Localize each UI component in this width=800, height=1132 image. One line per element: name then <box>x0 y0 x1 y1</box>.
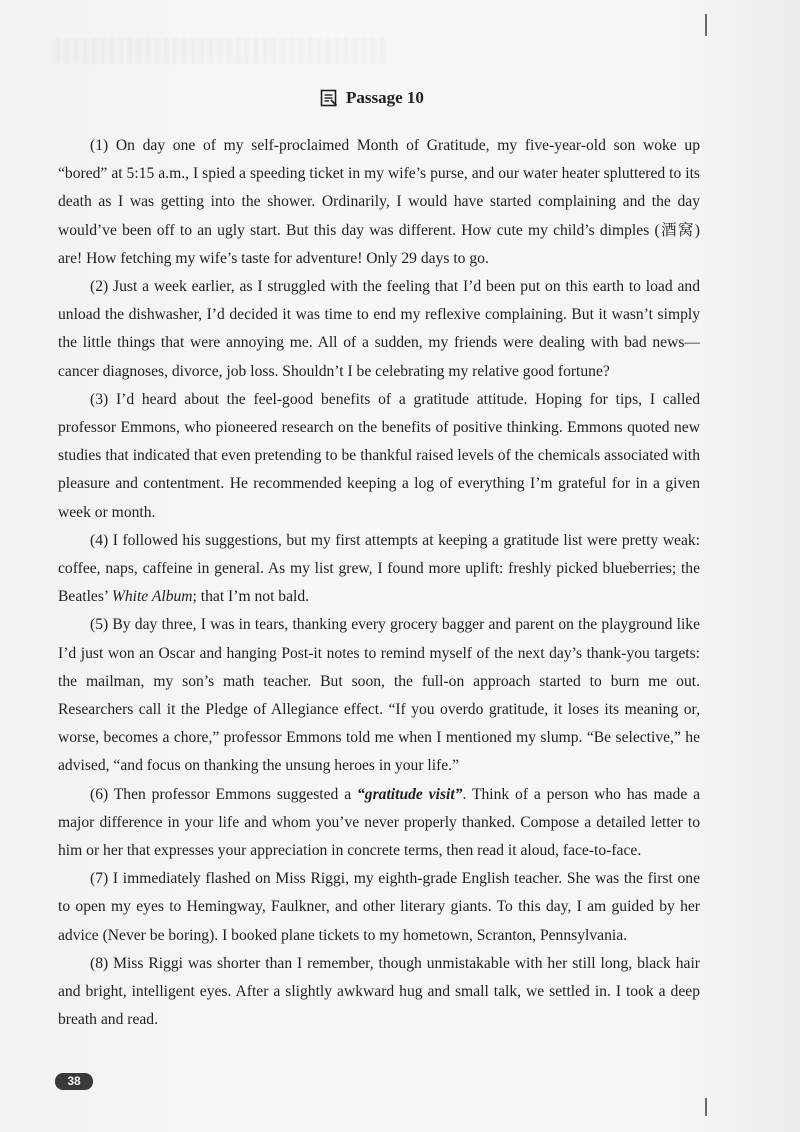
paragraph-2: (2) Just a week earlier, as I struggled with the feeling that I’d been put on this earth to load and unload the dishwasher, I’d decided it was time to end my reflexive complaining. But it wasn’t simply the little things that were annoying me. All of a sudden, my friends were dealing with bad news—cancer diagnoses, divorce, job loss. Shouldn’t I be celebrating my relative good fortune? <box>58 278 700 380</box>
page-number: 38 <box>55 1073 93 1090</box>
document-icon <box>320 89 338 107</box>
paragraph-8: (8) Miss Riggi was shorter than I remember, though unmistakable with her still long, black hair and bright, intelligent eyes. After a slightly awkward hug and small talk, we settled in. I took a deep breath and read. <box>58 954 700 1029</box>
paragraph-6: (6) Then professor Emmons suggested a “gratitude visit”. Think of a person who has made a major difference in your life and whom you’ve never properly thanked. Compose a detailed letter to him or her that expresses your appreciation in concrete terms, then read it aloud, face-to-face. <box>58 785 701 860</box>
paragraph-5: (5) By day three, I was in tears, thanking every grocery bagger and parent on the playground like I’d just won an Oscar and hanging Post-it notes to remind myself of the next day’s thank-you targets: the mailman, my son’s math teacher. But soon, the full-on approach started to burn me out. Researchers call it the Pledge of Allegiance effect. “If you overdo gratitude, it loses its meaning or, worse, becomes a chore,” professor Emmons told me when I mentioned my slump. “Be selective,” he advised, “and focus on thanking the unsung heroes in your life.” <box>58 616 700 775</box>
paragraph-1: (1) On day one of my self-proclaimed Month of Gratitude, my five-year-old son woke up “bored” at 5:15 a.m., I spied a speeding ticket in my wife’s purse, and our water heater spluttered to its death as I was getting into the shower. Ordinarily, I would have started complaining and the day would’ve been off to an ugly start. But this day was different. How cute my child’s dimples (酒窝) are! How fetching my wife’s taste for adventure! Only 29 days to go. <box>58 137 700 267</box>
bleed-through-text <box>55 38 385 64</box>
paragraph-4: (4) I followed his suggestions, but my first attempts at keeping a gratitude list were pretty weak: coffee, naps, caffeine in general. As my list grew, I found more uplift: freshly picked blueberries; the Beatles’ White Album; that I’m not bald. <box>58 531 700 606</box>
paragraph-3: (3) I’d heard about the feel-good benefits of a gratitude attitude. Hoping for tips, I called professor Emmons, who pioneered research on the benefits of positive thinking. Emmons quoted new studies that indicated that even pretending to be thankful raised levels of the chemicals associated with pleasure and contentment. He recommended keeping a log of everything I’m grateful for in a given week or month. <box>58 390 700 521</box>
passage-title <box>320 88 424 108</box>
passage-title-text: Passage 10 <box>346 88 424 107</box>
emphasis-white-album: White Album <box>111 588 193 606</box>
paragraph-7: (7) I immediately flashed on Miss Riggi, my eighth-grade English teacher. She was the first one to open my eyes to Hemingway, Faulkner, and other literary giants. To this day, I am guided by her advice (Never be boring). I booked plane tickets to my hometown, Scranton, Pennsylvania. <box>58 870 700 944</box>
page-edge-mark <box>705 1098 707 1116</box>
page-edge-mark <box>705 14 707 36</box>
passage-body <box>58 132 700 1035</box>
emphasis-gratitude-visit: “gratitude visit” <box>356 785 463 803</box>
